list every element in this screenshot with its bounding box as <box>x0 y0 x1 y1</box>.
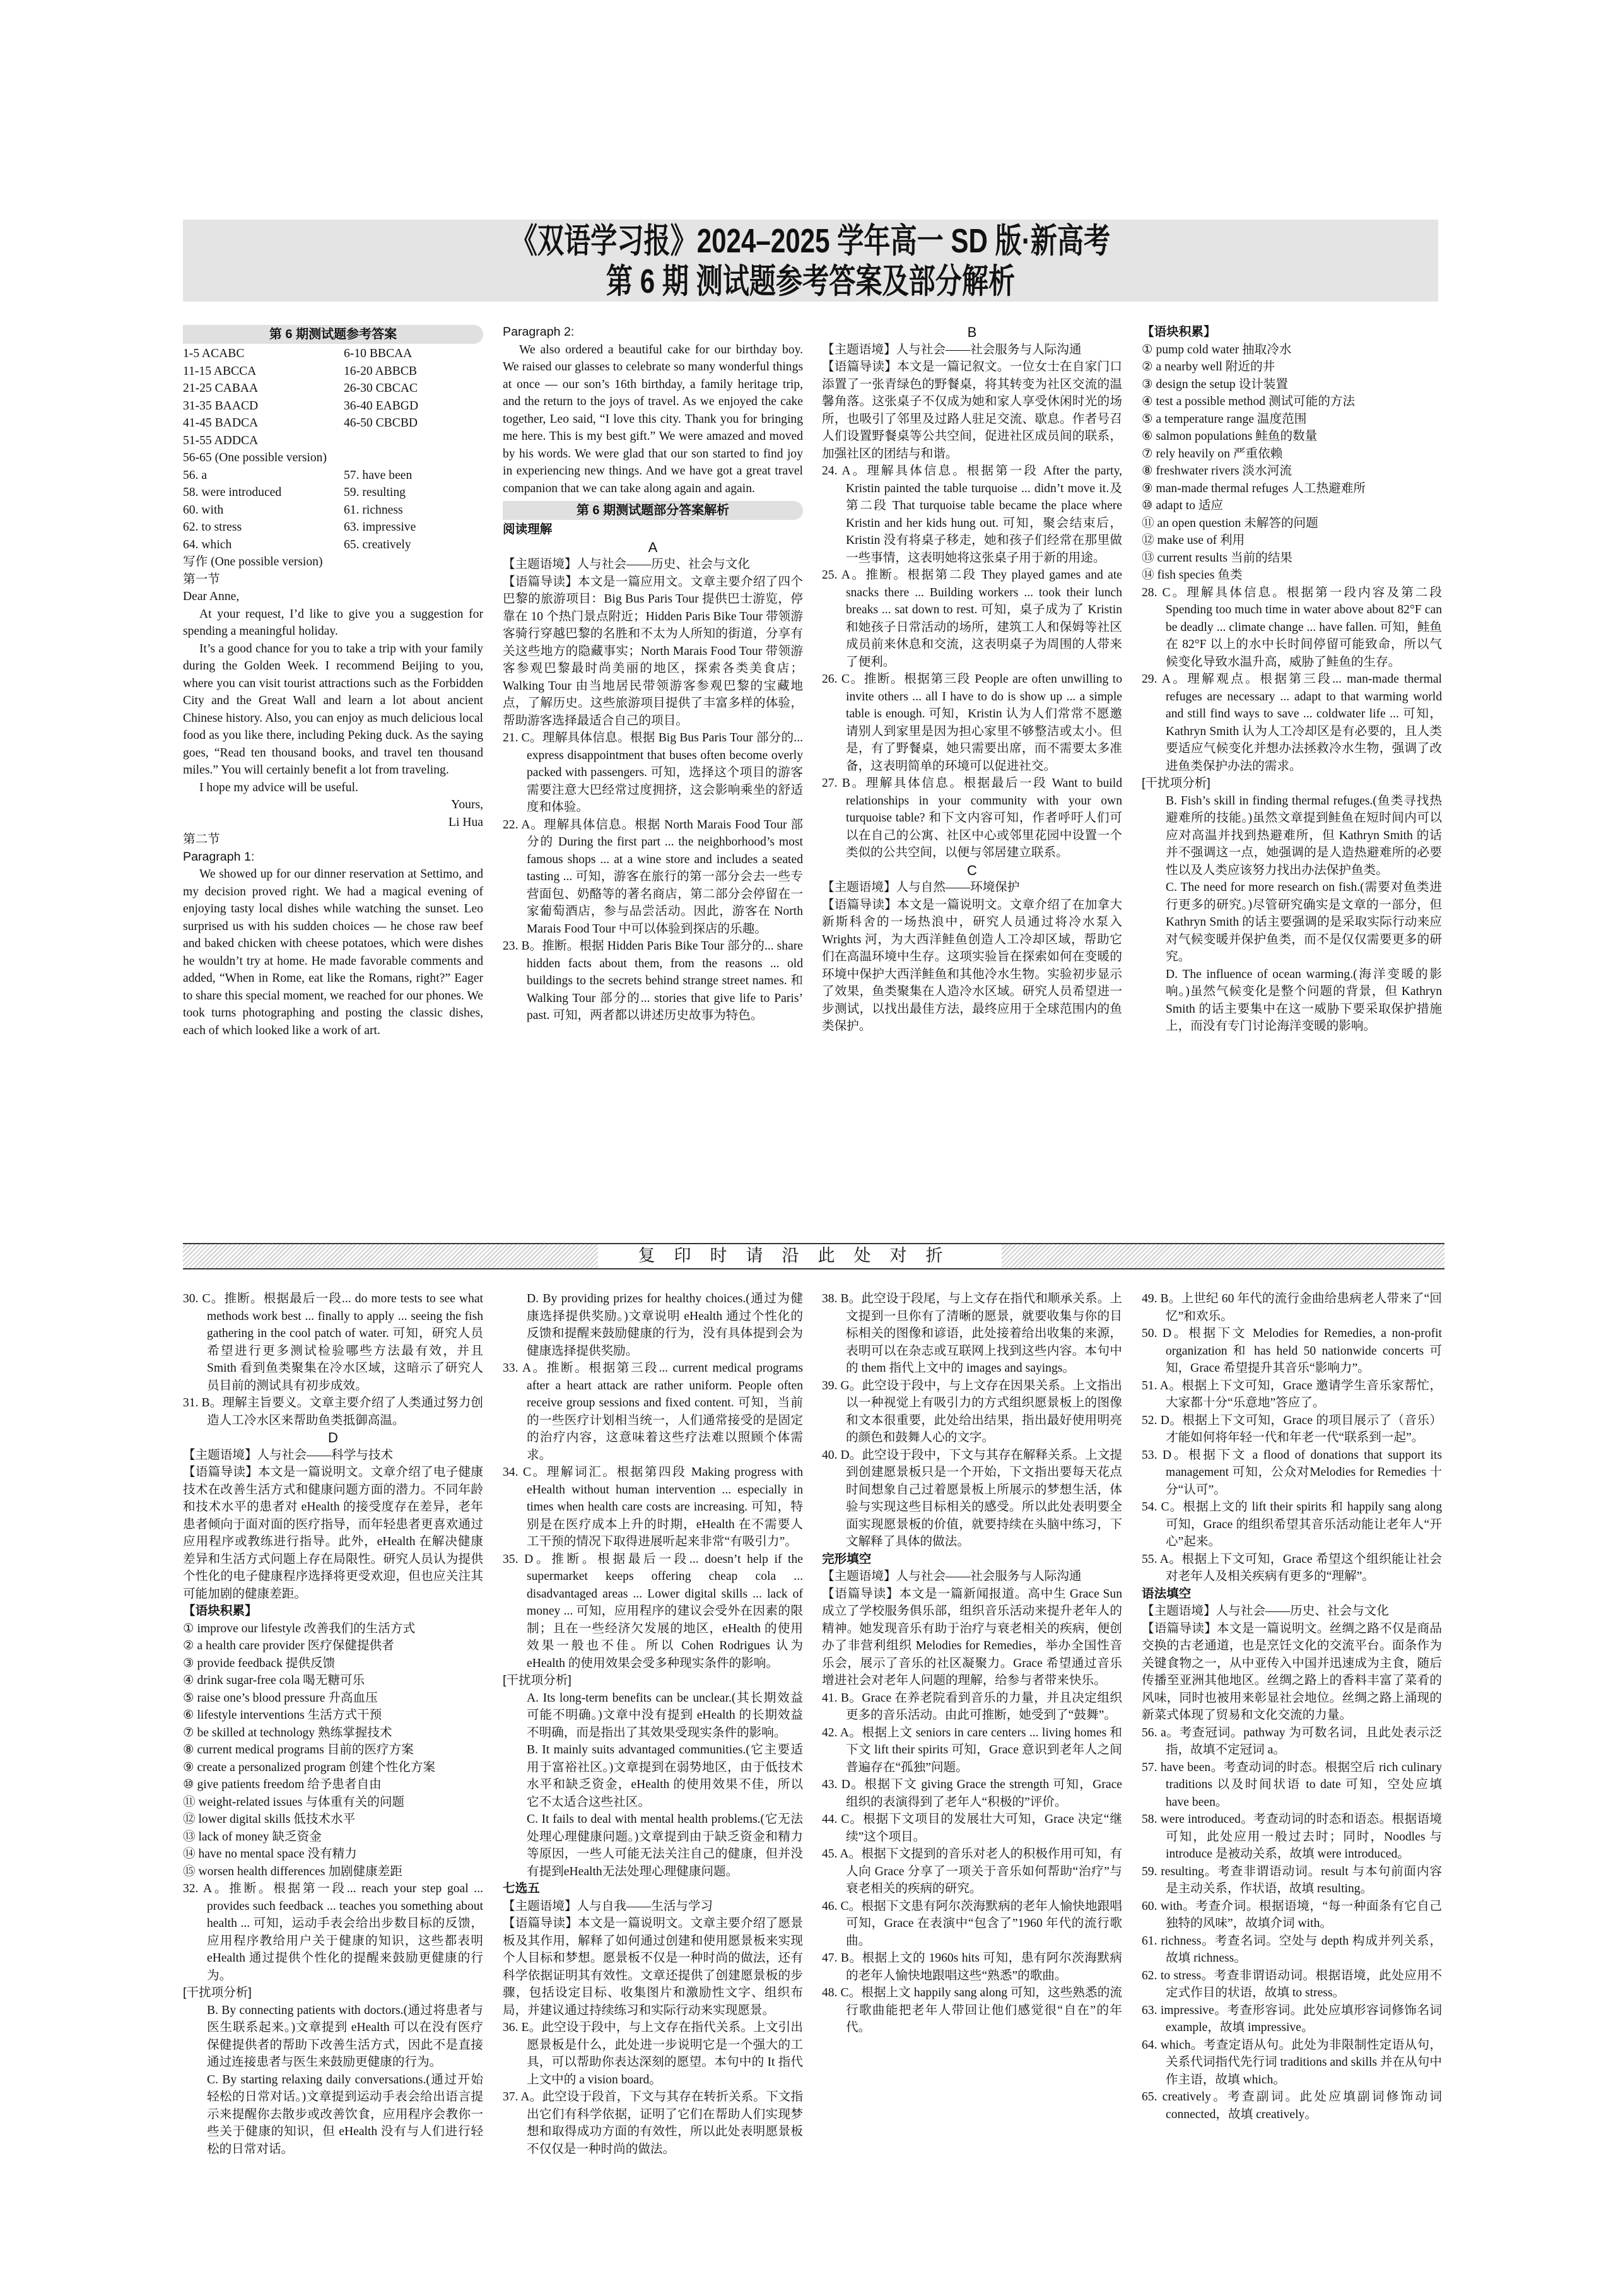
passage-guide: 【语篇导读】本文是一篇记叙文。一位女士在自家门口添置了一张青绿色的野餐桌，将其转变为社区交流的温馨角落。这张桌子不仅成为她和家人享受休闲时光的场所，也吸引了邻里及过路人驻足交流、歇息。作者号召人们设置野餐桌等公共空间，促进社区成员间的联系，加强社区的团结与和谐。 <box>822 360 1122 461</box>
answer-item: 41-45 BADCA <box>183 416 259 430</box>
distractor-heading: [干扰项分析] <box>503 1673 571 1687</box>
top-column-3 <box>822 324 1122 1035</box>
question-explanation: 47. B。根据上文的 1960s hits 可知，患有阿尔茨海默病的老年人愉快地跟唱这些“熟悉”的歌曲。 <box>822 1952 1122 1982</box>
answer-item: 21-25 CABAA <box>183 382 259 395</box>
answer-item <box>344 432 483 450</box>
question-explanation: 55. A。根据上下文可知，Grace 希望这个组织能让社会对老年人及相关疾病有更多的“理解”。 <box>1142 1552 1442 1583</box>
answer-grid <box>183 345 483 449</box>
question-explanation: 42. A。根据上文 seniors in care centers ... living homes 和下文 lift their spirits 可知，Grace 意识到老年人之间普遍存在“孤独”问题。 <box>822 1726 1122 1774</box>
question-explanation: 50. D。根据下文 Melodies for Remedies, a non-profit organization 和 has held 50 nationwide concerts 可知，Grace 希望提升其音乐“影响力”。 <box>1142 1327 1442 1375</box>
answer-item: 36-40 EABGD <box>344 399 419 413</box>
distractor-option: B. By connecting patients with doctors.(通过将患者与医生联系起来。)文章提到 eHealth 可以在没有医疗保健提供者的帮助下改善生活方式，因此不是直接通过连接患者与医生来鼓励更健康的行为。 <box>207 2003 483 2069</box>
vocab-item: ③ provide feedback 提供反馈 <box>183 1656 336 1670</box>
question-explanation: 21. C。理解具体信息。根据 Big Bus Paris Tour 部分的... express disappointment that buses often become overly packed with passengers. 可知，选择这个项目的游客需要注意大巴经常过度拥挤，这会影响乘坐的舒适度和体验。 <box>503 731 803 814</box>
theme-context: 【主题语境】人与自然——环境保护 <box>822 881 1020 894</box>
vocab-item: ⑧ freshwater rivers 淡水河流 <box>1142 464 1292 478</box>
fill-item: 63. impressive <box>344 521 416 534</box>
question-explanation: 58. were introduced。考查动词的时态和语态。根据语境可知，此处应用一般过去时；同时，Noodles 与 introduce 是被动关系，故填 were introduced。 <box>1142 1813 1442 1861</box>
theme-context: 【主题语境】人与社会——科学与技术 <box>183 1448 394 1462</box>
vocab-item: ④ drink sugar-free cola 喝无糖可乐 <box>183 1674 365 1687</box>
vocab-item: ⑦ be skilled at technology 熟练掌握技术 <box>183 1726 392 1740</box>
vocab-item: ⑥ lifestyle interventions 生活方式干预 <box>183 1709 382 1722</box>
passage-guide: 【语篇导读】本文是一篇说明文。文章介绍了电子健康技术在改善生活方式和健康问题方面的潜力。不同年龄和技术水平的患者对 eHealth 的接受度存在差异，老年患者倾向于面对面的医疗指导，而年轻患者更喜欢通过应用程序或教练进行指导。此外，eHealth 在解决健康差异和生活方式问题上存在局限性。研究人员认为提供个性化的电子健康程序选择将更受欢迎，但也应关注其可能加剧的健康差距。 <box>183 1466 483 1601</box>
cloze-heading: 完形填空 <box>822 1551 872 1566</box>
vocab-item: ⑩ give patients freedom 给予患者自由 <box>183 1778 382 1791</box>
question-explanation: 25. A。推断。根据第二段 They played games and ate snacks there ... Building workers ... took their lunch breaks ... sat down to rest. 可知，桌子成为了 Kristin 和她孩子日常活动的场所，建筑工人和保姆等社区成员前来休息和交流，这表明桌子为周围的人带来了便利。 <box>822 568 1122 669</box>
question-explanation: 45. A。根据下文提到的音乐对老人的积极作用可知，有人向 Grace 分享了一项关于音乐如何帮助“治疗”与衰老相关的疾病的研究。 <box>822 1847 1122 1895</box>
question-explanation: 38. B。此空设于段尾，与上文存在指代和顺承关系。上文提到一旦你有了清晰的愿景，就要收集与你的目标相关的图像和谚语，此处接着给出收集的来源，表明可以在杂志或互联网上找到这些内容。本句中的 them 指代上文中的 images and sayings。 <box>822 1292 1122 1375</box>
vocab-item: ① improve our lifestyle 改善我们的生活方式 <box>183 1622 416 1635</box>
answers-heading: 第 6 期测试题参考答案 <box>183 325 483 344</box>
distractor-option: C. The need for more research on fish.(需要对鱼类进行更多的研究。)尽管研究确实是文章的一部分，但 Kathryn Smith 的话主要强调的是采取实际行动来应对气候变暖并保护鱼类，而不是仅仅需要更多的研究。 <box>1166 881 1442 963</box>
section-label: 第二节 <box>183 833 220 846</box>
letter-paragraph: I hope my advice will be useful. <box>199 780 358 794</box>
question-explanation: 56. a。考查冠词。pathway 为可数名词，且此处表示泛指，故填不定冠词 a。 <box>1142 1726 1442 1757</box>
passage-guide: 【语篇导读】本文是一篇应用文。文章主要介绍了四个巴黎的旅游项目：Big Bus Paris Tour 提供巴士游览，停靠在 10 个热门景点附近；Hidden Paris Bike Tour 带领游客骑行穿越巴黎的名胜和不太为人所知的街道，分享有关这些地方的隐藏事实；North Marais Food Tour 带领游客参观巴黎最时尚美丽的地区，探索各类美食店；Walking Tour 由当地居民带领游客参观巴黎的宝藏地点，了解历史。这些旅游项目提供了丰富多样的体验，帮助游客选择最适合自己的项目。 <box>503 575 803 727</box>
writing-heading: 写作 (One possible version) <box>183 555 323 568</box>
question-explanation: 31. B。理解主旨要义。文章主要介绍了人类通过努力创造人工冷水区来帮助鱼类抵御高温。 <box>183 1396 483 1427</box>
question-explanation: 43. D。根据下文 giving Grace the strength 可知，Grace 组织的表演得到了老年人“积极的”评价。 <box>822 1778 1122 1809</box>
question-explanation: 59. resulting。考查非谓语动词。result 与本句前面内容是主动关系，作状语，故填 resulting。 <box>1142 1864 1442 1895</box>
fill-item: 56. a <box>183 468 208 482</box>
question-explanation: 54. C。根据上文的 lift their spirits 和 happily sang along 可知，Grace 的组织希望其音乐活动能让老年人“开心”起来。 <box>1142 1500 1442 1548</box>
fill-item: 58. were introduced <box>183 486 282 499</box>
passage-letter: B <box>967 324 977 340</box>
vocab-heading: 【语块积累】 <box>183 1604 257 1618</box>
bottom-column-2 <box>503 1290 803 2158</box>
question-explanation: 30. C。推断。根据最后一段... do more tests to see what methods work best ... finally to apply ... seeing the fish gathering in the cool patch of water. 可知，研究人员希望进行更多测试检验哪些方法最有效，并且 Smith 看到鱼类聚集在冷水区域，这暗示了研究人员目前的测试具有初步成效。 <box>183 1292 483 1392</box>
grammar-heading: 语法填空 <box>1142 1586 1192 1601</box>
paragraph-label: Paragraph 1: <box>183 849 255 864</box>
question-explanation: 23. B。推断。根据 Hidden Paris Bike Tour 部分的... share hidden facts about them, from the reasons ... old buildings to the secrets behind strange street names. 和 Walking Tour 部分的... stories that give life to Paris’ past. 可知，两者都以讲述历史故事为特色。 <box>503 939 803 1022</box>
distractor-heading: [干扰项分析] <box>183 1986 252 1999</box>
question-explanation: 64. which。考查定语从句。此处为非限制性定语从句，关系代词指代先行词 traditions and skills 并在从句中作主语，故填 which。 <box>1142 2038 1442 2087</box>
fill-item: 57. have been <box>344 468 413 482</box>
continuation-paragraph: We showed up for our dinner reservation at Settimo, and my decision proved right. We had a magical evening of enjoying tasty local dishes while watching the sunset. Leo surprised us with his sudden choices — he chose raw beef and baked chicken with cheese potatoes, which were dishes he wouldn’t try at home. He made favorable comments and added, “When in Rome, eat like the Romans, right?” Eager to share this special moment, we reached for our phones. We took turns photographing and posting the classic dishes, each of which looked like a work of art. <box>183 868 483 1037</box>
passage-letter: C <box>967 862 977 878</box>
question-explanation: 34. C。理解词汇。根据第四段 Making progress with eHealth without human intervention ... especially in times when health care costs are increasing. 可知，特别是在医疗成本上升的时期，eHealth 在不需要人工干预的情况下取得进展听起来非常“有吸引力”。 <box>503 1466 803 1548</box>
fill-item: 62. to stress <box>183 521 242 534</box>
bottom-column-4 <box>1142 1290 1442 2123</box>
question-explanation: 24. A。理解具体信息。根据第一段 After the party, Kristin painted the table turquoise ... didn’t move it.及第二段 That turquoise table became the place where Kristin and her kids hung out. 可知，聚会结束后，Kristin 没有将桌子移走，她和孩子们经常在那里做一些事情，这表明她将这张桌子用于新的用途。 <box>822 464 1122 565</box>
passage-guide: 【语篇导读】本文是一篇说明文。文章主要介绍了愿景板及其作用，解释了如何通过创建和使用愿景板来实现个人目标和梦想。愿景板不仅是一种时尚的做法，还有科学依据证明其有效性。文章还提供了创建愿景板的步骤，包括设定目标、收集图片和激励性文字、组织布局，并建议通过持续练习和实际行动来实现愿景。 <box>503 1917 803 2017</box>
fill-item: 64. which <box>183 538 232 551</box>
vocab-item: ⑭ have no mental space 没有精力 <box>183 1847 357 1861</box>
question-explanation: 29. A。理解观点。根据第三段... man-made thermal refuges are necessary ... adapt to that warming world and still find ways to save ... coldwater life ... 可知，Kathryn Smith 认为人工冷却区是有必要的，且人类要适应气候变化并想办法拯救冷水生物，强调了改进鱼类保护办法的需求。 <box>1142 673 1442 773</box>
answer-item: 11-15 ABCCA <box>183 364 257 378</box>
vocab-item: ⑫ lower digital skills 低技术水平 <box>183 1813 356 1826</box>
question-explanation: 44. C。根据下文项目的发展壮大可知，Grace 决定“继续”这个项目。 <box>822 1813 1122 1844</box>
vocab-item: ① pump cold water 抽取冷水 <box>1142 343 1292 356</box>
distractor-heading: [干扰项分析] <box>1142 776 1210 790</box>
fold-instruction: 复印时请沿此处对折 <box>598 1244 1002 1268</box>
question-explanation: 63. impressive。考查形容词。此处应填形容词修饰名词 example，故填 impressive。 <box>1142 2003 1442 2034</box>
fill-item: 59. resulting <box>344 486 406 499</box>
vocab-item: ⑨ create a personalized program 创建个性化方案 <box>183 1760 436 1774</box>
passage-guide: 【语篇导读】本文是一篇新闻报道。高中生 Grace Sun 成立了学校服务俱乐部，组织音乐活动来提升老年人的精神。她发现音乐有助于治疗与衰老相关的疾病，便创办了非营利组织 Melodies for Remedies，举办全国性音乐会，展示了音乐的社区凝聚力。Grace 希望通过音乐增进社会对老年人问题的理解，给参与者带来快乐。 <box>822 1587 1122 1687</box>
top-column-4 <box>1142 324 1442 1035</box>
distractor-option: D. The influence of ocean warming.(海洋变暖的影响。)虽然气候变化是整个问题的背景，但 Kathryn Smith 的话主要集中在这一威胁下要采取保护措施上，而没有专门讨论海洋变暖的影响。 <box>1166 967 1442 1033</box>
vocab-item: ② a health care provider 医疗保健提供者 <box>183 1639 394 1652</box>
question-explanation: 41. B。Grace 在养老院看到音乐的力量，并且决定组织更多的音乐活动。由此可推断，她受到了“鼓舞”。 <box>822 1691 1122 1722</box>
letter-signature: Li Hua <box>448 815 483 829</box>
vocab-item: ⑬ current results 当前的结果 <box>1142 551 1292 565</box>
paragraph-label: Paragraph 2: <box>503 325 575 339</box>
question-explanation: 37. A。此空设于段首，下文与其存在转折关系。下文指出它们有科学依据，证明了它们在帮助人们实现梦想和取得成功方面的有效性，所以此处表明愿景板不仅仅是一种时尚的做法。 <box>503 2090 803 2156</box>
theme-context: 【主题语境】人与社会——社会服务与人际沟通 <box>822 343 1082 356</box>
vocab-item: ⑤ raise one’s blood pressure 升高血压 <box>183 1691 378 1705</box>
theme-context: 【主题语境】人与自我——生活与学习 <box>503 1899 713 1913</box>
fill-item: 61. richness <box>344 503 403 517</box>
question-explanation: 28. C。理解具体信息。根据第一段内容及第二段 Spending too much time in water above about 82°F can be deadly ... climate change ... have fallen. 可知，鲑鱼在 82°F 以上的水中长时间停留可能致命，所以气候变化导致水温升高，威胁了鲑鱼的生存。 <box>1142 586 1442 669</box>
distractor-option: C. It fails to deal with mental health problems.(它无法处理心理健康问题。)文章提到由于缺乏资金和精力等原因，一些人可能无法关注自己的健康，但并没有提到eHealth无法处理心理健康问题。 <box>527 1813 803 1878</box>
vocab-item: ⑧ current medical programs 目前的医疗方案 <box>183 1743 414 1757</box>
question-explanation: 52. D。根据上下文可知，Grace 的项目展示了（音乐）才能如何将年轻一代和年老一代“联系到一起”。 <box>1142 1413 1442 1444</box>
vocab-item: ⑦ rely heavily on 严重依赖 <box>1142 447 1283 461</box>
answer-item: 26-30 CBCAC <box>344 382 418 395</box>
letter-greeting: Dear Anne, <box>183 590 240 603</box>
question-explanation: 61. richness。考查名词。空处与 depth 构成并列关系，故填 richness。 <box>1142 1934 1442 1965</box>
answer-item: 16-20 ABBCB <box>344 364 417 378</box>
question-explanation: 33. A。推断。根据第三段... current medical programs after a heart attack are rather uniform. People often receive group sessions and fixed content. 可知，当前的一些医疗计划相当统一，人们通常接受的是固定的治疗内容，这意味着这些疗法难以照顾个体需求。 <box>503 1362 803 1462</box>
question-explanation: 26. C。推断。根据第三段 People are often unwilling to invite others ... all I have to do is show up ... a simple table is enough. 可知，Kristin 认为人们常常不愿邀请别人到家里是因为担心家里不够整洁或太小。但是，有了野餐桌，她只需要出席，而不需要太多准备，这表明简单的环境可以促进社交。 <box>822 673 1122 773</box>
question-explanation: 40. D。此空设于段中，下文与其存在解释关系。上文提到创建愿景板只是一个开始，下文指出要每天花点时间想象自己过着愿景板上所展示的梦想生活，体验与实现这些目标相关的感受。所以此处表明要全面实现愿景板的价值，就要持续在头脑中练习，下文解释了具体的做法。 <box>822 1448 1122 1548</box>
page-title-banner <box>183 220 1438 302</box>
answer-item: 6-10 BBCAA <box>344 347 413 360</box>
continuation-paragraph: We also ordered a beautiful cake for our birthday boy. We raised our glasses to celebrate so many wonderful things at once — our son’s 16th birthday, a family heritage trip, and the return to the joys of travel. As we enjoyed the cake together, Leo said, “I love this city. Thank you for bringing me here. This is my best gift.” We were amazed and moved by his words. We were glad that our son started to find joy in experiencing new things. And we have got a great travel companion that we can take along again and again. <box>503 343 803 495</box>
analysis-heading: 第 6 期测试题部分答案解析 <box>503 501 803 520</box>
passage-guide: 【语篇导读】本文是一篇说明文。丝绸之路不仅是商品交换的古老通道，也是烹饪文化的交流平台。面条作为关键食物之一，从中亚传入中国并迅速成为主食，随后传播至亚洲其他地区。丝绸之路上的香料丰富了菜肴的风味，同时也被用来彰显社会地位。丝绸之路上涌现的新菜式体现了贸易和文化交流的力量。 <box>1142 1622 1442 1722</box>
distractor-option: B. Fish’s skill in finding thermal refuges.(鱼类寻找热避难所的技能。)虽然文章提到鲑鱼在短时间内可以应对高温并找到热避难所，但 Kathryn Smith 的话并不强调这一点，她强调的是人造热避难所的必要性以及人类应该努力找出办法保护鱼类。 <box>1166 794 1442 877</box>
question-explanation: 53. D。根据下文 a flood of donations that support its management 可知，公众对Melodies for Remedies 十分“认可”。 <box>1142 1448 1442 1497</box>
answer-item: 51-55 ADDCA <box>183 433 259 447</box>
passage-guide: 【语篇导读】本文是一篇说明文。文章介绍了在加拿大新斯科舍的一场热浪中，研究人员通过将冷水泵入 Wrights 河，为大西洋鲑鱼创造人工冷却区域，帮助它们在高温环境中生存。这项实验旨在探索如何在变暖的环境中保护大西洋鲑鱼和其他冷水生物。实验初步显示了效果，鱼类聚集在人造冷水区域。研究人员希望进一步测试，以找出最佳方法，最终应用于全球范围内的鱼类保护。 <box>822 898 1122 1033</box>
letter-paragraph: At your request, I’d like to give you a suggestion for spending a meaningful holiday. <box>183 607 483 638</box>
theme-context: 【主题语境】人与社会——历史、社会与文化 <box>503 558 750 571</box>
vocab-heading: 【语块积累】 <box>1142 325 1216 339</box>
vocab-item: ⑥ salmon populations 鲑鱼的数量 <box>1142 430 1318 443</box>
question-explanation: 32. A。推断。根据第一段... reach your step goal ... provides such feedback ... teaches you something about health ... 可知，运动手表会给出步数目标的反馈，应用程序教给用户关于健康的知识，这些都表明 eHealth 通过提供个性化的提醒来鼓励更健康的行为。 <box>183 1882 483 1982</box>
letter-closing: Yours, <box>451 798 483 811</box>
top-column-2 <box>503 324 803 1025</box>
question-explanation: 46. C。根据下文患有阿尔茨海默病的老年人愉快地跟唱可知，Grace 在表演中“包含了”1960 年代的流行歌曲。 <box>822 1899 1122 1948</box>
passage-letter: D <box>328 1430 338 1445</box>
bottom-column-1 <box>183 1290 483 2158</box>
page-title: 《双语学习报》2024–2025 学年高一 SD 版·新高考 <box>510 222 1111 260</box>
vocab-item: ⑨ man-made thermal refuges 人工热避难所 <box>1142 481 1366 495</box>
page-subtitle: 第 6 期 测试题参考答案及部分解析 <box>606 262 1016 300</box>
fill-answer-grid <box>183 467 483 554</box>
vocab-item: ⑬ lack of money 缺乏资金 <box>183 1830 322 1844</box>
vocab-item: ⑩ adapt to 适应 <box>1142 499 1224 512</box>
fill-item: 65. creatively <box>344 538 411 551</box>
question-explanation: 35. D。推断。根据最后一段... doesn’t help if the supermarket keeps offering cheap cola ... disadvantaged areas ... Lower digital skills ... lack of money ... 可知，应用程序的建议会受外在因素的限制；且在一些经济欠发展的地区，eHealth 的使用效果一般也不佳。所以 Cohen Rodrigues 认为 eHealth 的使用效果会受多种现实条件的影响。 <box>503 1552 803 1670</box>
fill-heading: 56-65 (One possible version) <box>183 451 327 464</box>
letter-paragraph: It’s a good chance for you to take a trip with your family during the Golden Week. I recommend Beijing to you, where you can visit tourist attractions such as the Forbidden City and the Great Wall and learn a lot about ancient Chinese history. Also, you can enjoy as much delicious local food as you like there, including Peking duck. As the saying goes, “Read ten thousand books, and travel ten thousand miles.” You will certainly benefit a lot from traveling. <box>183 642 483 777</box>
answer-item: 31-35 BAACD <box>183 399 259 413</box>
question-explanation: 65. creatively。考查副词。此处应填副词修饰动词 connected，故填 creatively。 <box>1142 2090 1442 2121</box>
vocab-item: ⑤ a temperature range 温度范围 <box>1142 412 1307 426</box>
top-column-1 <box>183 324 483 1039</box>
question-explanation: 57. have been。考查动词的时态。根据空后 rich culinary traditions 以及时间状语 to date 可知，空处应填 have been。 <box>1142 1760 1442 1809</box>
seven-choice-heading: 七选五 <box>503 1881 540 1895</box>
passage-letter: A <box>648 539 658 555</box>
vocab-item: ② a nearby well 附近的井 <box>1142 360 1275 374</box>
fold-line-divider <box>183 1243 1444 1269</box>
vocab-item: ④ test a possible method 测试可能的方法 <box>1142 395 1356 408</box>
vocab-item: ⑪ weight-related issues 与体重有关的问题 <box>183 1795 405 1809</box>
vocab-item: ⑪ an open question 未解答的问题 <box>1142 516 1318 530</box>
theme-context: 【主题语境】人与社会——社会服务与人际沟通 <box>822 1570 1082 1583</box>
question-explanation: 22. A。理解具体信息。根据 North Marais Food Tour 部分的 During the first part ... the neighborhood’s most famous shops ... at a wine store and includes a seated tasting ... 可知，游客在旅行的第一部分会去一些专营面包、奶酪等的著名商店，第二部分会停留在一家葡萄酒店，参与品尝活动。因此，游客在 North Marais Food Tour 中可以体验到探店的乐趣。 <box>503 818 803 936</box>
question-explanation: 36. E。此空设于段中，与上文存在指代关系。上文引出愿景板是什么，此处进一步说明它是一个强大的工具，可以帮助你表达深刻的愿望。本句中的 It 指代上文中的 a vision board。 <box>503 2021 803 2087</box>
section-label: 第一节 <box>183 572 220 586</box>
reading-heading: 阅读理解 <box>503 522 553 536</box>
distractor-option: A. Its long-term benefits can be unclear.(其长期效益可能不明确。)文章中没有提到 eHealth 的长期效益不明确，而是指出了其效果受现实条件的影响。 <box>527 1691 803 1740</box>
question-explanation: 49. B。上世纪 60 年代的流行金曲给患病老人带来了“回忆”和欢乐。 <box>1142 1292 1442 1323</box>
vocab-item: ③ design the setup 设计装置 <box>1142 377 1288 391</box>
answer-item: 1-5 ACABC <box>183 347 245 360</box>
question-explanation: 39. G。此空设于段中，与上文存在因果关系。上文指出以一种视觉上有吸引力的方式组织愿景板上的图像和文本很重要，此处给出结果，指出最好使用明亮的颜色和鼓舞人心的文字。 <box>822 1379 1122 1444</box>
theme-context: 【主题语境】人与社会——历史、社会与文化 <box>1142 1604 1389 1618</box>
fill-item: 60. with <box>183 503 224 517</box>
question-explanation: 48. C。根据上文 happily sang along 可知，这些熟悉的流行歌曲能把老年人带回让他们感觉很“自在”的年代。 <box>822 1986 1122 2034</box>
vocab-item: ⑮ worsen health differences 加剧健康差距 <box>183 1864 402 1878</box>
vocab-item: ⑫ make use of 利用 <box>1142 534 1245 547</box>
question-explanation: 51. A。根据上下文可知，Grace 邀请学生音乐家帮忙，大家都十分“乐意地”答应了。 <box>1142 1379 1442 1410</box>
question-explanation: 27. B。理解具体信息。根据最后一段 Want to build relationships in your community with your own turquoise table? 和下文内容可知，作者呼吁人们可以在自己的公寓、社区中心或邻里花园中设置一个类似的公共空间，以便与邻居建立联系。 <box>822 777 1122 859</box>
distractor-option: C. By starting relaxing daily conversations.(通过开始轻松的日常对话。)文章提到运动手表会给出语言提示来提醒你去散步或改善饮食，应用程序会教你一些关于健康的知识，但 eHealth 没有与人们进行轻松的日常对话。 <box>207 2073 483 2156</box>
answer-item: 46-50 CBCBD <box>344 416 418 430</box>
question-explanation: 62. to stress。考查非谓语动词。根据语境，此处应用不定式作目的状语，故填 to stress。 <box>1142 1969 1442 1999</box>
distractor-option: B. It mainly suits advantaged communities.(它主要适用于富裕社区。)文章提到在弱势地区，由于低技术水平和缺乏资金，eHealth 的使用效果不佳，所以它不太适合这些社区。 <box>527 1743 803 1809</box>
distractor-option: D. By providing prizes for healthy choices.(通过为健康选择提供奖励。)文章说明 eHealth 通过个性化的反馈和提醒来鼓励健康的行为，没有具体提到会为健康选择提供奖励。 <box>527 1292 803 1358</box>
vocab-item: ⑭ fish species 鱼类 <box>1142 568 1243 582</box>
question-explanation: 60. with。考查介词。根据语境，“每一种面条有它自己独特的风味”，故填介词 with。 <box>1142 1899 1442 1930</box>
bottom-column-3 <box>822 1290 1122 2037</box>
